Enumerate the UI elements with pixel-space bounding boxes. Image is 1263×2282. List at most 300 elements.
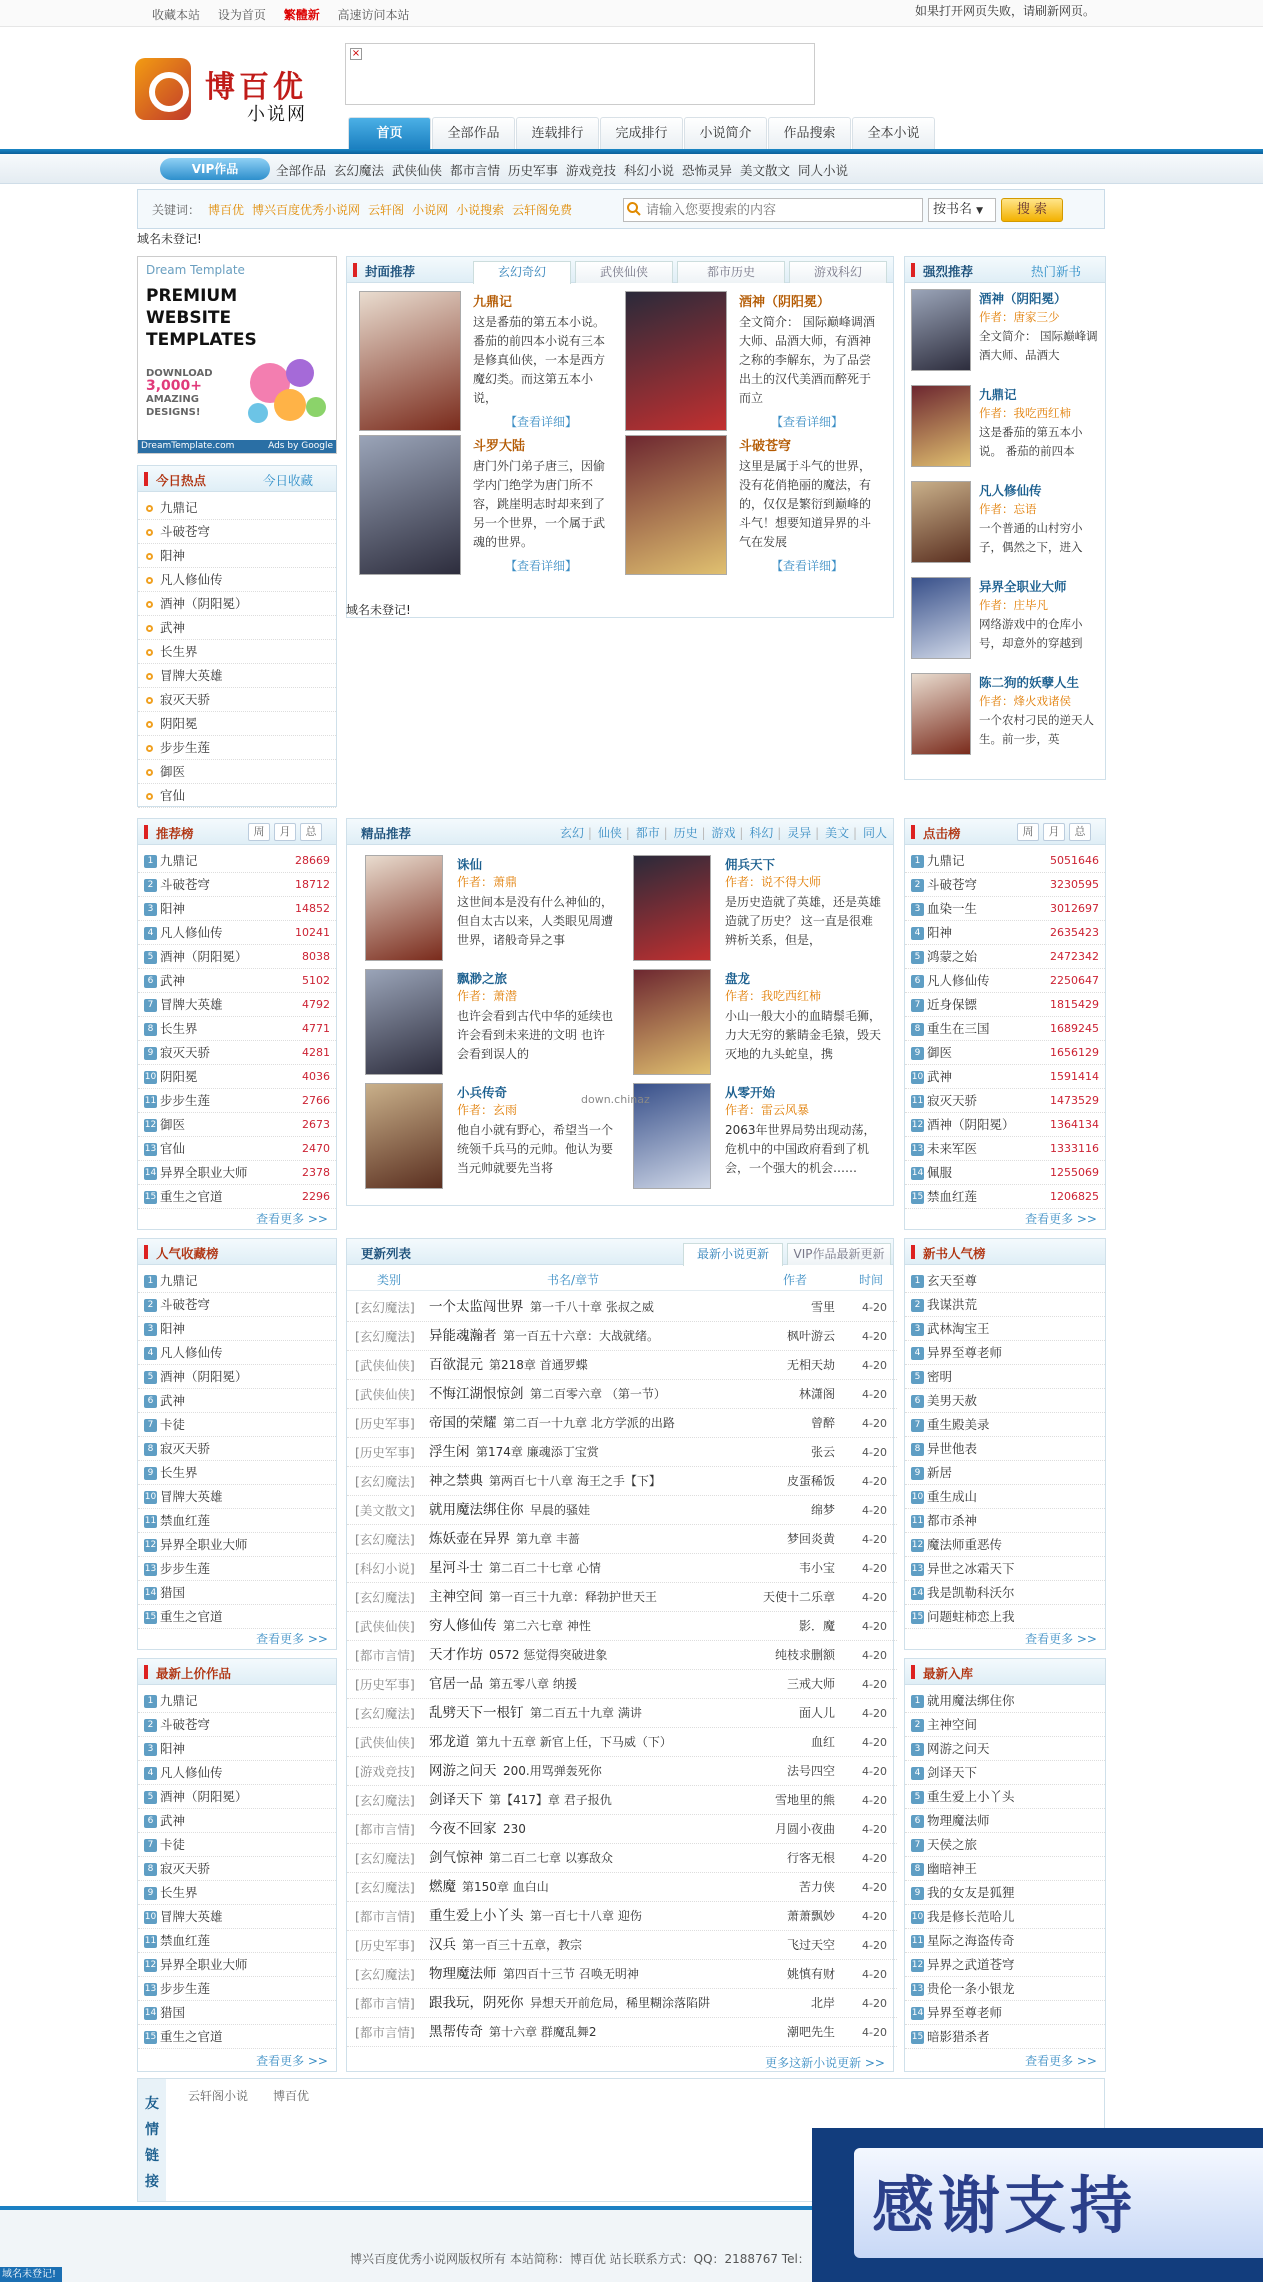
update-row[interactable] xyxy=(347,1989,897,2018)
rank-item[interactable] xyxy=(138,1557,336,1581)
click-tab-week[interactable]: 周 xyxy=(1017,823,1039,841)
rank-item[interactable] xyxy=(905,1317,1105,1341)
rank-item[interactable] xyxy=(905,1185,1105,1209)
book-cover-image[interactable] xyxy=(911,481,971,563)
book-link[interactable]: 酒神（阴阳冕） xyxy=(160,1789,248,1804)
update-category[interactable]: [玄幻魔法] xyxy=(355,1532,415,1547)
click-tab-month[interactable]: 月 xyxy=(1043,823,1065,841)
rank-item[interactable] xyxy=(905,1761,1105,1785)
update-author[interactable]: 纯枝求删额 xyxy=(774,1648,835,1662)
subnav-item[interactable]: 玄幻魔法 xyxy=(333,163,384,178)
book-link[interactable]: 阳神 xyxy=(160,1741,186,1756)
update-category[interactable]: [武侠仙侠] xyxy=(355,1358,415,1373)
book-link[interactable]: 步步生莲 xyxy=(160,740,211,755)
rank-item[interactable] xyxy=(905,1293,1105,1317)
update-category[interactable]: [科幻小说] xyxy=(355,1561,415,1576)
update-category[interactable]: [美文散文] xyxy=(355,1503,415,1518)
tab-game[interactable]: 游戏科幻 xyxy=(789,261,887,283)
update-category[interactable]: [武侠仙侠] xyxy=(355,1387,415,1402)
book-title[interactable]: 诛仙 xyxy=(457,857,483,872)
subnav-item[interactable]: 历史军事 xyxy=(507,163,558,178)
book-link[interactable]: 魔法师重恶传 xyxy=(927,1537,1003,1552)
update-row[interactable] xyxy=(347,1612,897,1641)
rank-item[interactable] xyxy=(905,1341,1105,1365)
update-book-name[interactable]: 网游之问天 xyxy=(429,1763,497,1779)
banner-ad-placeholder[interactable] xyxy=(345,43,815,105)
update-book-name[interactable]: 炼妖壶在异界 xyxy=(429,1531,510,1547)
book-more-link[interactable]: 【查看详细】 xyxy=(505,415,578,429)
update-book-name[interactable]: 官居一品 xyxy=(429,1676,483,1692)
book-link[interactable]: 阳神 xyxy=(160,901,186,916)
ad-block[interactable] xyxy=(137,256,337,454)
friend-link-2[interactable]: 博百优 xyxy=(273,2089,310,2103)
rank-item[interactable] xyxy=(905,1017,1105,1041)
rank-item[interactable] xyxy=(138,1485,336,1509)
rank-item[interactable] xyxy=(138,1437,336,1461)
book-link[interactable]: 斗破苍穹 xyxy=(160,524,211,539)
book-link[interactable]: 步步生莲 xyxy=(160,1561,211,1576)
update-book-name[interactable]: 乱劈天下一根钉 xyxy=(429,1705,524,1721)
book-link[interactable]: 酒神（阴阳冕） xyxy=(160,1369,248,1384)
book-link[interactable]: 寂灭天骄 xyxy=(160,1441,211,1456)
rank-item[interactable] xyxy=(905,1689,1105,1713)
rank-item[interactable] xyxy=(905,945,1105,969)
subnav-item[interactable]: 都市言情 xyxy=(449,163,500,178)
tab-total[interactable]: 总 xyxy=(300,823,322,841)
book-link[interactable]: 九鼎记 xyxy=(160,1273,198,1288)
book-link[interactable]: 幽暗神王 xyxy=(927,1861,978,1876)
update-book-name[interactable]: 一个太监闯世界 xyxy=(429,1299,524,1315)
book-link[interactable]: 猎国 xyxy=(160,1585,186,1600)
rank-item[interactable] xyxy=(905,1605,1105,1629)
rank-item[interactable] xyxy=(905,1509,1105,1533)
book-cover-image[interactable] xyxy=(911,385,971,467)
book-link[interactable]: 御医 xyxy=(927,1045,953,1060)
rank-item[interactable] xyxy=(905,921,1105,945)
update-author[interactable]: 北岸 xyxy=(810,1996,835,2010)
book-cover-image[interactable] xyxy=(365,969,443,1075)
update-author[interactable]: 月圆小夜曲 xyxy=(774,1822,835,1836)
book-link[interactable]: 异界至尊老师 xyxy=(927,2005,1003,2020)
book-link[interactable]: 重生之官道 xyxy=(160,2029,223,2044)
book-link[interactable]: 剑译天下 xyxy=(927,1765,978,1780)
rank-item[interactable] xyxy=(138,849,336,873)
nav-full-novels[interactable]: 全本小说 xyxy=(852,117,935,149)
keyword-link[interactable]: 博兴百度优秀小说网 xyxy=(252,203,361,217)
search-input[interactable] xyxy=(623,198,923,222)
update-category[interactable]: [玄幻魔法] xyxy=(355,1706,415,1721)
popular-more-link[interactable]: 查看更多 >> xyxy=(256,1632,328,1646)
update-row[interactable] xyxy=(347,1902,897,1931)
book-title[interactable]: 九鼎记 xyxy=(979,387,1017,402)
update-category[interactable]: [都市言情] xyxy=(355,1909,415,1924)
book-title[interactable]: 异界全职业大师 xyxy=(979,579,1067,594)
update-category[interactable]: [玄幻魔法] xyxy=(355,1793,415,1808)
search-button[interactable]: 搜 索 xyxy=(1001,198,1063,222)
book-link[interactable]: 网游之问天 xyxy=(927,1741,990,1756)
update-author[interactable]: 雪地里的熊 xyxy=(774,1793,835,1807)
update-author[interactable]: 三戒大师 xyxy=(786,1677,835,1691)
rank-item[interactable] xyxy=(905,1977,1105,2001)
book-link[interactable]: 冒牌大英雄 xyxy=(160,1489,223,1504)
update-row[interactable] xyxy=(347,1293,897,1322)
list-item[interactable] xyxy=(138,592,336,616)
rank-item[interactable] xyxy=(138,1713,336,1737)
rank-item[interactable] xyxy=(905,1905,1105,1929)
rank-item[interactable] xyxy=(905,1389,1105,1413)
book-link[interactable]: 卡徒 xyxy=(160,1417,186,1432)
list-item[interactable] xyxy=(138,736,336,760)
update-author[interactable]: 影．魔 xyxy=(798,1619,835,1633)
list-item[interactable] xyxy=(138,664,336,688)
book-link[interactable]: 猎国 xyxy=(160,2005,186,2020)
rank-item[interactable] xyxy=(138,1833,336,1857)
book-link[interactable]: 卡徒 xyxy=(160,1837,186,1852)
book-link[interactable]: 阳神 xyxy=(160,548,186,563)
rank-item[interactable] xyxy=(138,1365,336,1389)
update-category[interactable]: [游戏竞技] xyxy=(355,1764,415,1779)
update-row[interactable] xyxy=(347,1844,897,1873)
today-fav-tab[interactable]: 今日收藏 xyxy=(263,473,314,488)
book-link[interactable]: 异世他表 xyxy=(927,1441,978,1456)
click-tab-total[interactable]: 总 xyxy=(1069,823,1091,841)
rank-item[interactable] xyxy=(905,1437,1105,1461)
update-book-name[interactable]: 物理魔法师 xyxy=(429,1966,497,1982)
list-item[interactable] xyxy=(138,712,336,736)
rank-item[interactable] xyxy=(138,1881,336,1905)
rank-item[interactable] xyxy=(138,1785,336,1809)
book-cover-image[interactable] xyxy=(633,969,711,1075)
update-chapter[interactable]: 第五零八章 纳援 xyxy=(489,1677,577,1691)
update-row[interactable] xyxy=(347,1554,897,1583)
rec-more-link[interactable]: 查看更多 >> xyxy=(256,1212,328,1226)
update-chapter[interactable]: 第174章 廉魂添丁宝赏 xyxy=(476,1445,599,1459)
rank-item[interactable] xyxy=(905,1113,1105,1137)
today-hot-tab[interactable]: 今日热点 xyxy=(156,473,207,488)
book-more-link[interactable]: 【查看详细】 xyxy=(771,559,844,573)
rank-item[interactable] xyxy=(905,1461,1105,1485)
category-link[interactable]: 仙侠 xyxy=(597,826,622,840)
book-cover-image[interactable] xyxy=(625,291,727,431)
rank-item[interactable] xyxy=(138,2001,336,2025)
book-link[interactable]: 新居 xyxy=(927,1465,953,1480)
update-chapter[interactable]: 第二百五十九章 满讲 xyxy=(530,1706,642,1720)
search-type-select[interactable] xyxy=(928,198,996,222)
update-chapter[interactable]: 200.用骂弹轰死你 xyxy=(503,1764,602,1778)
update-row[interactable] xyxy=(347,1931,897,1960)
book-link[interactable]: 武神 xyxy=(927,1069,953,1084)
nav-all-works[interactable]: 全部作品 xyxy=(432,117,515,149)
book-link[interactable]: 异界全职业大师 xyxy=(160,1165,248,1180)
book-title[interactable]: 小兵传奇 xyxy=(457,1085,508,1100)
update-chapter[interactable]: 第两百七十八章 海王之手【下】 xyxy=(489,1474,661,1488)
book-link[interactable]: 步步生莲 xyxy=(160,1093,211,1108)
book-link[interactable]: 美男天赦 xyxy=(927,1393,978,1408)
rank-item[interactable] xyxy=(138,1533,336,1557)
update-author[interactable]: 张云 xyxy=(810,1445,835,1459)
book-cover-image[interactable] xyxy=(365,1083,443,1189)
category-link[interactable]: 游戏 xyxy=(711,826,736,840)
book-link[interactable]: 阴阳冕 xyxy=(160,716,198,731)
update-chapter[interactable]: 230 xyxy=(503,1822,526,1836)
update-book-name[interactable]: 汉兵 xyxy=(429,1937,456,1953)
update-book-name[interactable]: 就用魔法绑住你 xyxy=(429,1502,524,1518)
keyword-link[interactable]: 小说网 xyxy=(412,203,449,217)
book-link[interactable]: 寂灭天骄 xyxy=(160,1861,211,1876)
update-chapter[interactable]: 第二百零六章 （第一节） xyxy=(530,1387,666,1401)
rank-item[interactable] xyxy=(138,945,336,969)
traditional-link[interactable]: 繁體新 xyxy=(283,8,320,22)
update-chapter[interactable]: 第218章 首通罗蝶 xyxy=(489,1358,588,1372)
book-cover-image[interactable] xyxy=(911,289,971,371)
tab-fantasy[interactable]: 玄幻奇幻 xyxy=(473,261,571,284)
book-link[interactable]: 寂灭天骄 xyxy=(927,1093,978,1108)
update-chapter[interactable]: 异想天开前危局，稀里糊涂落陷阱 xyxy=(530,1996,711,2010)
book-link[interactable]: 凡人修仙传 xyxy=(160,1345,223,1360)
update-book-name[interactable]: 帝国的荣耀 xyxy=(429,1415,497,1431)
book-cover-image[interactable] xyxy=(359,435,461,575)
rank-item[interactable] xyxy=(138,1137,336,1161)
update-book-name[interactable]: 剑气惊神 xyxy=(429,1850,483,1866)
category-link[interactable]: 同人 xyxy=(862,826,887,840)
book-link[interactable]: 问题蛀柿恋上我 xyxy=(927,1609,1015,1624)
rank-item[interactable] xyxy=(138,969,336,993)
vip-works-button[interactable]: VIP作品 xyxy=(160,158,270,180)
update-row[interactable] xyxy=(347,1728,897,1757)
rank-item[interactable] xyxy=(138,1689,336,1713)
list-item[interactable] xyxy=(138,544,336,568)
book-title[interactable]: 佣兵天下 xyxy=(725,857,776,872)
update-author[interactable]: 雪里 xyxy=(810,1300,835,1314)
update-book-name[interactable]: 今夜不回家 xyxy=(429,1821,497,1837)
update-row[interactable] xyxy=(347,1670,897,1699)
nav-home[interactable]: 首页 xyxy=(348,117,431,149)
update-row[interactable] xyxy=(347,1322,897,1351)
rank-item[interactable] xyxy=(138,921,336,945)
update-row[interactable] xyxy=(347,1438,897,1467)
update-chapter[interactable]: 第【417】章 君子报仇 xyxy=(489,1793,612,1807)
rank-item[interactable] xyxy=(905,1041,1105,1065)
update-category[interactable]: [历史军事] xyxy=(355,1416,415,1431)
book-link[interactable]: 武神 xyxy=(160,973,186,988)
subnav-item[interactable]: 武侠仙侠 xyxy=(391,163,442,178)
book-link[interactable]: 九鼎记 xyxy=(160,1693,198,1708)
list-item[interactable] xyxy=(138,640,336,664)
keyword-link[interactable]: 云轩阁 xyxy=(368,203,405,217)
rank-item[interactable] xyxy=(905,1785,1105,1809)
update-row[interactable] xyxy=(347,1786,897,1815)
update-chapter[interactable]: 第九十五章 新官上任，下马威（下） xyxy=(476,1735,672,1749)
update-category[interactable]: [都市言情] xyxy=(355,1822,415,1837)
category-link[interactable]: 历史 xyxy=(673,826,698,840)
rank-item[interactable] xyxy=(138,1857,336,1881)
update-author[interactable]: 韦小宝 xyxy=(798,1561,835,1575)
update-book-name[interactable]: 主神空间 xyxy=(429,1589,483,1605)
update-row[interactable] xyxy=(347,1699,897,1728)
update-author[interactable]: 皮蛋稀饭 xyxy=(786,1474,835,1488)
book-link[interactable]: 寂灭天骄 xyxy=(160,692,211,707)
nav-intro[interactable]: 小说简介 xyxy=(684,117,767,149)
update-category[interactable]: [玄幻魔法] xyxy=(355,1967,415,1982)
keyword-link[interactable]: 小说搜索 xyxy=(456,203,505,217)
book-title[interactable]: 飘渺之旅 xyxy=(457,971,508,986)
rank-item[interactable] xyxy=(138,1977,336,2001)
update-category[interactable]: [玄幻魔法] xyxy=(355,1300,415,1315)
book-cover-image[interactable] xyxy=(911,577,971,659)
book-link[interactable]: 禁血红莲 xyxy=(160,1933,211,1948)
book-link[interactable]: 禁血红莲 xyxy=(927,1189,978,1204)
update-chapter[interactable]: 第一千八十章 张叔之威 xyxy=(530,1300,654,1314)
update-book-name[interactable]: 黑帮传奇 xyxy=(429,2024,483,2040)
book-link[interactable]: 重生在三国 xyxy=(927,1021,990,1036)
rank-item[interactable] xyxy=(138,1089,336,1113)
category-link[interactable]: 都市 xyxy=(635,826,660,840)
nav-serial-rank[interactable]: 连载排行 xyxy=(516,117,599,149)
book-title[interactable]: 从零开始 xyxy=(725,1085,776,1100)
update-row[interactable] xyxy=(347,1960,897,1989)
rank-item[interactable] xyxy=(905,1557,1105,1581)
update-category[interactable]: [武侠仙侠] xyxy=(355,1619,415,1634)
book-link[interactable]: 斗破苍穹 xyxy=(160,877,211,892)
tab-vip-updates[interactable]: VIP作品最新更新 xyxy=(787,1243,891,1265)
update-row[interactable] xyxy=(347,1380,897,1409)
update-row[interactable] xyxy=(347,1815,897,1844)
book-link[interactable]: 佩服 xyxy=(927,1165,953,1180)
book-cover-image[interactable] xyxy=(359,291,461,431)
keyword-link[interactable]: 云轩阁免费 xyxy=(512,203,573,217)
update-author[interactable]: 曾醉 xyxy=(810,1416,835,1430)
update-chapter[interactable]: 第二六七章 神性 xyxy=(503,1619,591,1633)
book-link[interactable]: 长生界 xyxy=(160,1465,198,1480)
rank-item[interactable] xyxy=(905,897,1105,921)
update-row[interactable] xyxy=(347,1583,897,1612)
rank-item[interactable] xyxy=(905,1161,1105,1185)
book-link[interactable]: 我的女友是狐狸 xyxy=(927,1885,1015,1900)
book-title[interactable]: 斗罗大陆 xyxy=(473,439,526,454)
update-category[interactable]: [玄幻魔法] xyxy=(355,1329,415,1344)
update-category[interactable]: [玄幻魔法] xyxy=(355,1590,415,1605)
book-link[interactable]: 长生界 xyxy=(160,1021,198,1036)
book-link[interactable]: 武林淘宝王 xyxy=(927,1321,990,1336)
nav-search[interactable]: 作品搜索 xyxy=(768,117,851,149)
rank-item[interactable] xyxy=(138,1581,336,1605)
rank-item[interactable] xyxy=(905,993,1105,1017)
book-link[interactable]: 重生成山 xyxy=(927,1489,978,1504)
book-link[interactable]: 星际之海盗传奇 xyxy=(927,1933,1015,1948)
new-pop-more-link[interactable]: 查看更多 >> xyxy=(1025,1632,1097,1646)
update-book-name[interactable]: 剑译天下 xyxy=(429,1792,483,1808)
book-link[interactable]: 都市杀神 xyxy=(927,1513,978,1528)
update-author[interactable]: 林潇阁 xyxy=(798,1387,835,1401)
rank-item[interactable] xyxy=(905,1929,1105,1953)
tab-urban[interactable]: 都市历史 xyxy=(677,261,785,283)
book-link[interactable]: 阳神 xyxy=(160,1321,186,1336)
list-item[interactable] xyxy=(138,496,336,520)
hot-new-tab[interactable]: 热门新书 xyxy=(1031,264,1082,279)
book-link[interactable]: 异界之武道苍穹 xyxy=(927,1957,1015,1972)
book-title[interactable]: 陈二狗的妖孽人生 xyxy=(979,675,1080,690)
book-link[interactable]: 酒神（阴阳冕） xyxy=(927,1117,1015,1132)
book-link[interactable]: 斗破苍穹 xyxy=(927,877,978,892)
rank-item[interactable] xyxy=(905,1737,1105,1761)
book-link[interactable]: 近身保镖 xyxy=(927,997,978,1012)
category-link[interactable]: 玄幻 xyxy=(559,826,584,840)
book-link[interactable]: 物理魔法师 xyxy=(927,1813,990,1828)
book-link[interactable]: 重生殿美录 xyxy=(927,1417,990,1432)
set-homepage-link[interactable]: 设为首页 xyxy=(217,8,266,22)
book-link[interactable]: 御医 xyxy=(160,1117,186,1132)
book-link[interactable]: 斗破苍穹 xyxy=(160,1717,211,1732)
book-link[interactable]: 密明 xyxy=(927,1369,953,1384)
update-category[interactable]: [玄幻魔法] xyxy=(355,1851,415,1866)
list-item[interactable] xyxy=(138,688,336,712)
list-item[interactable] xyxy=(138,760,336,784)
book-link[interactable]: 阴阳冕 xyxy=(160,1069,198,1084)
rank-item[interactable] xyxy=(138,1041,336,1065)
rank-item[interactable] xyxy=(905,1269,1105,1293)
book-link[interactable]: 武神 xyxy=(160,1393,186,1408)
update-book-name[interactable]: 跟我玩，阴死你 xyxy=(429,1995,524,2011)
latest-more-link[interactable]: 查看更多 >> xyxy=(256,2054,328,2068)
update-book-name[interactable]: 星河斗士 xyxy=(429,1560,483,1576)
list-item[interactable] xyxy=(138,616,336,640)
update-category[interactable]: [玄幻魔法] xyxy=(355,1880,415,1895)
update-author[interactable]: 无相天劫 xyxy=(786,1358,835,1372)
book-link[interactable]: 酒神（阴阳冕） xyxy=(160,949,248,964)
rank-item[interactable] xyxy=(138,897,336,921)
rank-item[interactable] xyxy=(905,1833,1105,1857)
update-book-name[interactable]: 穷人修仙传 xyxy=(429,1618,497,1634)
update-row[interactable] xyxy=(347,1467,897,1496)
update-category[interactable]: [都市言情] xyxy=(355,2025,415,2040)
update-category[interactable]: [历史军事] xyxy=(355,1677,415,1692)
rank-item[interactable] xyxy=(138,1413,336,1437)
update-author[interactable]: 法号四空 xyxy=(786,1764,835,1778)
update-author[interactable]: 面人儿 xyxy=(798,1706,835,1720)
rank-item[interactable] xyxy=(905,1953,1105,1977)
book-link[interactable]: 鸿蒙之始 xyxy=(927,949,978,964)
category-link[interactable]: 美文 xyxy=(825,826,850,840)
rank-item[interactable] xyxy=(138,1113,336,1137)
list-item[interactable] xyxy=(138,568,336,592)
rank-item[interactable] xyxy=(138,2025,336,2049)
rank-item[interactable] xyxy=(905,1089,1105,1113)
update-chapter[interactable]: 第四百十三节 召唤无明神 xyxy=(503,1967,639,1981)
nav-finished-rank[interactable]: 完成排行 xyxy=(600,117,683,149)
rank-item[interactable] xyxy=(905,969,1105,993)
rank-item[interactable] xyxy=(138,1461,336,1485)
rank-item[interactable] xyxy=(138,1341,336,1365)
rank-item[interactable] xyxy=(138,1809,336,1833)
book-link[interactable]: 异界至尊老师 xyxy=(927,1345,1003,1360)
book-link[interactable]: 我是修长范哈儿 xyxy=(927,1909,1015,1924)
rank-item[interactable] xyxy=(905,1857,1105,1881)
update-author[interactable]: 梦回炎黄 xyxy=(786,1532,835,1546)
rank-item[interactable] xyxy=(905,1485,1105,1509)
update-book-name[interactable]: 不悔江湖恨惊剑 xyxy=(429,1386,524,1402)
rank-item[interactable] xyxy=(138,1929,336,1953)
update-book-name[interactable]: 燃魔 xyxy=(429,1879,456,1895)
update-author[interactable]: 枫叶游云 xyxy=(786,1329,835,1343)
rank-item[interactable] xyxy=(138,873,336,897)
tab-week[interactable]: 周 xyxy=(248,823,270,841)
update-book-name[interactable]: 天才作坊 xyxy=(429,1647,483,1663)
update-chapter[interactable]: 0572 惩觉得突破进象 xyxy=(489,1648,608,1662)
book-cover-image[interactable] xyxy=(633,855,711,961)
update-chapter[interactable]: 第一百五十六章：大战就绪。 xyxy=(503,1329,660,1343)
update-author[interactable]: 飞过天空 xyxy=(786,1938,835,1952)
update-book-name[interactable]: 百欲混元 xyxy=(429,1357,483,1373)
